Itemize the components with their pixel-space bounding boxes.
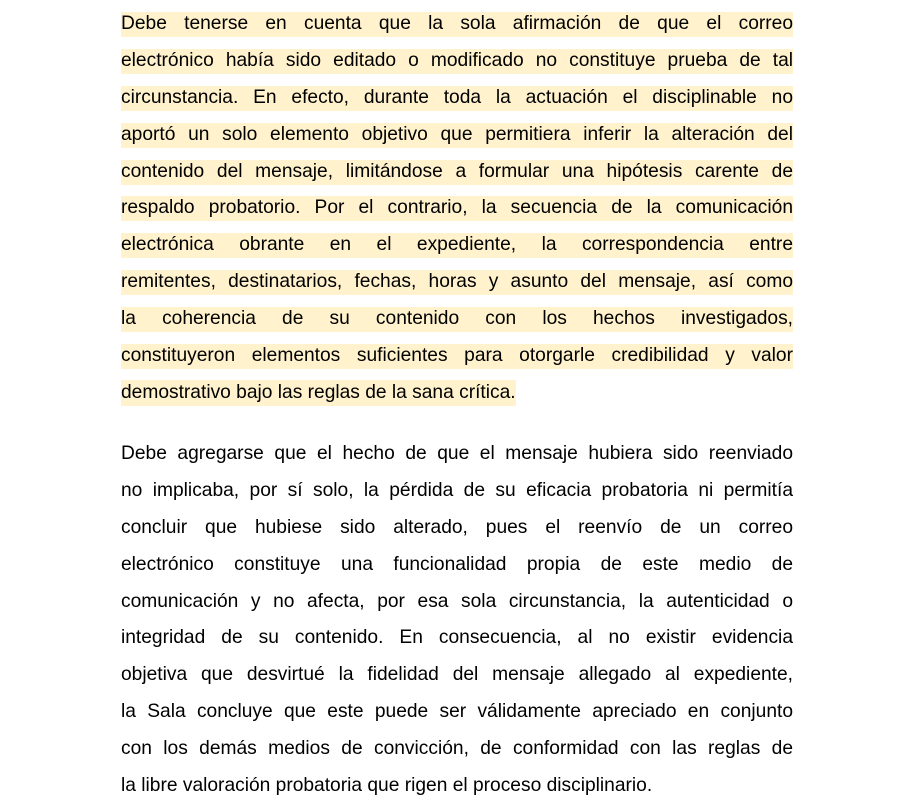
text-line: Debe agregarse que el hecho de que el mensaje hubiera sido reenviado [121,443,793,464]
highlighted-paragraph [121,6,793,412]
text-line: con los demás medios de convicción, de conformidad con las reglas de [121,738,793,760]
text-line: objetiva que desvirtué la fidelidad del mensaje allegado al expediente, [121,664,793,686]
text-line: circunstancia. En efecto, durante toda la actuación el disciplinable no [121,80,793,117]
text-line: la libre valoración probatoria que rigen el proceso disciplinario. [121,775,653,797]
text-line: no implicaba, por sí solo, la pérdida de su eficacia probatoria ni permitía [121,479,793,501]
text-line: aportó un solo elemento objetivo que permitiera inferir la alteración del [121,117,793,154]
text-line: demostrativo bajo las reglas de la sana crítica. [121,375,793,412]
text-line: respaldo probatorio. Por el contrario, la secuencia de la comunicación [121,190,793,227]
text-line: contenido del mensaje, limitándose a formular una hipótesis carente de [121,154,793,191]
text-line: electrónico constituye una funcionalidad propia de este medio de [121,553,793,575]
text-line: concluir que hubiese sido alterado, pues el reenvío de un correo [121,516,793,538]
text-line: la coherencia de su contenido con los hechos investigados, [121,301,793,338]
text-line: comunicación y no afecta, por esa sola circunstancia, la autenticidad o [121,590,793,612]
text-line: electrónica obrante en el expediente, la correspondencia entre [121,227,793,264]
text-line: constituyeron elementos suficientes para otorgarle credibilidad y valor [121,338,793,375]
text-line: Debe tenerse en cuenta que la sola afirmación de que el correo [121,6,793,43]
text-line: electrónico había sido editado o modificado no constituye prueba de tal [121,43,793,80]
text-line: la Sala concluye que este puede ser válidamente apreciado en conjunto [121,701,793,723]
text-line: remitentes, destinatarios, fechas, horas y asunto del mensaje, así como [121,264,793,301]
text-line: integridad de su contenido. En consecuencia, al no existir evidencia [121,627,793,649]
body-paragraph [121,436,793,805]
